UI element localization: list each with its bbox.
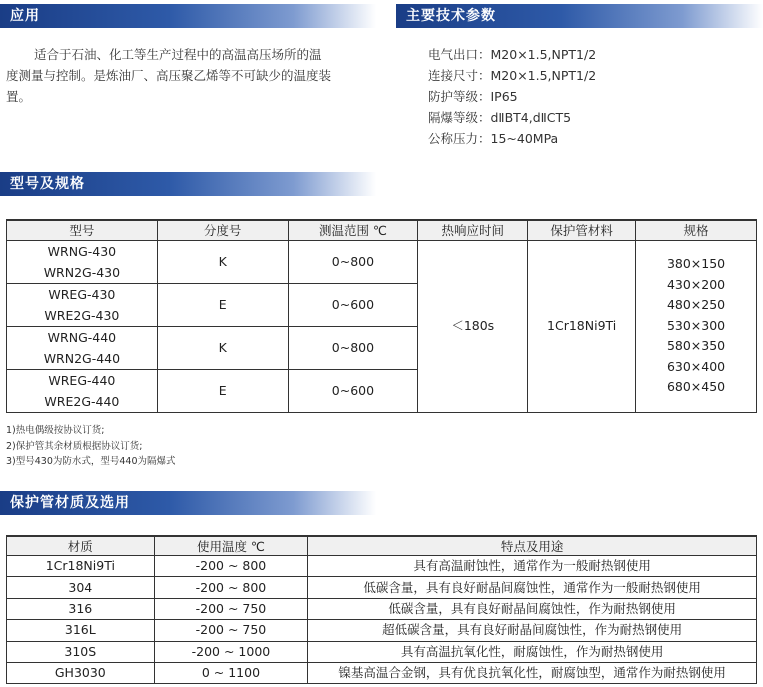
table-row bbox=[7, 240, 757, 283]
header-cell: 特点及用途 bbox=[308, 536, 757, 556]
application-line: 置。 bbox=[6, 89, 32, 104]
size-item: 430×200 bbox=[666, 276, 726, 292]
model-name: WREG-430 bbox=[48, 286, 116, 302]
table-row bbox=[7, 620, 757, 641]
spec-item: 防护等级：IP65 bbox=[428, 89, 518, 104]
application-section-title: 应用 bbox=[0, 4, 376, 28]
table-row bbox=[7, 641, 757, 662]
size-item: 380×150 bbox=[666, 256, 726, 272]
spec-item: 公称压力：15~40MPa bbox=[428, 131, 559, 146]
note-item: 3)型号430为防水式，型号440为隔爆式 bbox=[6, 456, 176, 467]
graduation-cell: E bbox=[157, 283, 288, 326]
specs-section-title: 主要技术参数 bbox=[396, 4, 763, 28]
material-table-header bbox=[7, 536, 757, 556]
application-text bbox=[6, 44, 382, 107]
header-cell: 使用温度 ℃ bbox=[154, 536, 308, 556]
material-name: 316 bbox=[7, 598, 155, 619]
model-table bbox=[6, 219, 757, 413]
range-cell: 0~800 bbox=[288, 240, 418, 283]
header-cell: 材质 bbox=[7, 536, 155, 556]
model-cell bbox=[7, 240, 158, 283]
material-name: 1Cr18Ni9Ti bbox=[7, 556, 155, 577]
header-cell: 测温范围 ℃ bbox=[288, 220, 418, 240]
size-item: 580×350 bbox=[666, 338, 726, 354]
range-cell: 0~600 bbox=[288, 369, 418, 412]
specs-list bbox=[428, 44, 596, 149]
model-name: WREG-440 bbox=[48, 372, 116, 388]
model-name: WRN2G-440 bbox=[43, 350, 121, 366]
model-cell bbox=[7, 369, 158, 412]
model-name: WRE2G-440 bbox=[44, 393, 120, 409]
table-row bbox=[7, 598, 757, 619]
range-cell: 0~600 bbox=[288, 283, 418, 326]
size-item: 480×250 bbox=[666, 297, 726, 313]
material-name: GH3030 bbox=[7, 662, 155, 683]
model-section-title: 型号及规格 bbox=[0, 172, 376, 196]
usage-cell: 低碳含量，具有良好耐晶间腐蚀性，通常作为一般耐热钢使用 bbox=[308, 577, 757, 598]
application-line: 度测量与控制。是炼油厂、高压聚乙烯等不可缺少的温度装 bbox=[6, 68, 332, 83]
model-name: WRNG-430 bbox=[47, 243, 117, 259]
spec-item: 隔爆等级：dⅡBT4,dⅡCT5 bbox=[428, 110, 572, 125]
temperature-cell: -200 ~ 750 bbox=[154, 620, 308, 641]
material-name: 316L bbox=[7, 620, 155, 641]
header-cell: 热响应时间 bbox=[418, 220, 528, 240]
range-cell: 0~800 bbox=[288, 326, 418, 369]
usage-cell: 超低碳含量，具有良好耐晶间腐蚀性，作为耐热钢使用 bbox=[308, 620, 757, 641]
sizes-cell bbox=[636, 240, 757, 412]
spec-item: 连接尺寸：M20×1.5,NPT1/2 bbox=[428, 68, 597, 83]
graduation-cell: K bbox=[157, 240, 288, 283]
material-section-title: 保护管材质及选用 bbox=[0, 491, 376, 515]
model-table-header bbox=[7, 220, 757, 240]
notes bbox=[6, 423, 176, 470]
header-cell: 保护管材料 bbox=[528, 220, 636, 240]
note-item: 1)热电偶级按协议订货; bbox=[6, 425, 105, 436]
model-cell bbox=[7, 283, 158, 326]
spec-item: 电气出口：M20×1.5,NPT1/2 bbox=[428, 47, 597, 62]
size-item: 530×300 bbox=[666, 317, 726, 333]
note-item: 2)保护管其余材质根据协议订货; bbox=[6, 440, 143, 452]
header-cell: 规格 bbox=[636, 220, 757, 240]
temperature-cell: -200 ~ 800 bbox=[154, 577, 308, 598]
response-cell: ＜180s bbox=[418, 240, 528, 412]
table-row bbox=[7, 662, 757, 683]
graduation-cell: K bbox=[157, 326, 288, 369]
material-name: 304 bbox=[7, 577, 155, 598]
temperature-cell: -200 ~ 750 bbox=[154, 598, 308, 619]
material-cell: 1Cr18Ni9Ti bbox=[528, 240, 636, 412]
temperature-cell: 0 ~ 1100 bbox=[154, 662, 308, 683]
material-name: 310S bbox=[7, 641, 155, 662]
header-cell: 分度号 bbox=[157, 220, 288, 240]
model-cell bbox=[7, 326, 158, 369]
temperature-cell: -200 ~ 800 bbox=[154, 556, 308, 577]
application-line: 适合于石油、化工等生产过程中的高温高压场所的温 bbox=[34, 47, 322, 62]
usage-cell: 具有高温耐蚀性，通常作为一般耐热钢使用 bbox=[308, 556, 757, 577]
model-name: WRNG-440 bbox=[47, 329, 117, 345]
temperature-cell: -200 ~ 1000 bbox=[154, 641, 308, 662]
usage-cell: 低碳含量，具有良好耐晶间腐蚀性，作为耐热钢使用 bbox=[308, 598, 757, 619]
table-row bbox=[7, 556, 757, 577]
header-cell: 型号 bbox=[7, 220, 158, 240]
table-row bbox=[7, 577, 757, 598]
graduation-cell: E bbox=[157, 369, 288, 412]
size-item: 680×450 bbox=[666, 379, 726, 395]
size-item: 630×400 bbox=[666, 358, 726, 374]
model-name: WRE2G-430 bbox=[44, 307, 120, 323]
material-table bbox=[6, 535, 757, 684]
usage-cell: 镍基高温合金钢，具有优良抗氧化性，耐腐蚀型，通常作为耐热钢使用 bbox=[308, 662, 757, 683]
model-name: WRN2G-430 bbox=[43, 264, 121, 280]
usage-cell: 具有高温抗氧化性，耐腐蚀性，作为耐热钢使用 bbox=[308, 641, 757, 662]
